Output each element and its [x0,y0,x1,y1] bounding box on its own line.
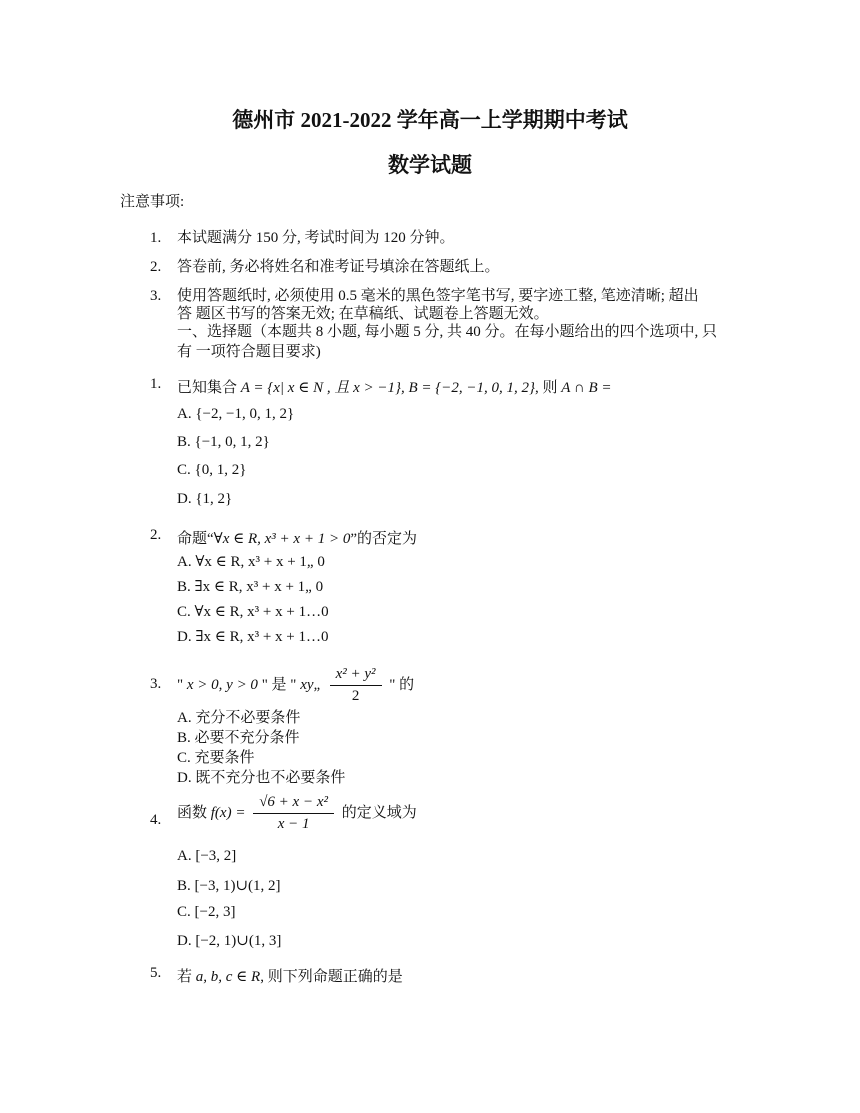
stem-suffix: ”的否定为 [350,531,417,547]
stem-suffix: 的定义域为 [341,804,417,821]
option-a: A. 充分不必要条件 [177,710,301,726]
question-number: 1. [150,376,162,392]
option-c: C. ∀x ∈ R, x³ + x + 1…0 [177,604,329,620]
stem-math: ∀x ∈ R, x³ + x + 1 > 0 [213,531,351,547]
stem-prefix: " [177,676,184,693]
question-stem [177,965,403,986]
stem-suffix: , 则下列命题正确的是 [260,969,403,985]
fraction [253,794,334,833]
option-d: D. ∃x ∈ R, x³ + x + 1…0 [177,629,329,645]
stem-prefix: 命题“ [177,531,214,547]
page-subtitle: 数学试题 [388,153,472,177]
option-a: A. {−2, −1, 0, 1, 2} [177,406,295,422]
fraction-denominator: x − 1 [277,816,310,832]
fraction-numerator: √6 + x − x² [253,794,334,814]
option-d: D. 既不充分也不必要条件 [177,770,346,786]
question-stem [177,666,414,705]
stem-math: a, b, c ∈ R [195,969,261,985]
page-title: 德州市 2021-2022 学年高一上学期期中考试 [232,108,628,132]
option-b: B. 必要不充分条件 [177,730,300,746]
stem-end: A ∩ B = [561,380,612,396]
option-b: B. {−1, 0, 1, 2} [177,434,270,450]
notice-item-text: 本试题满分 150 分, 考试时间为 120 分钟。 [177,230,455,246]
fraction [330,666,382,705]
option-d: D. [−2, 1)∪(1, 3] [177,933,282,949]
notice-item-text-line1: 使用答题纸时, 必须使用 0.5 毫米的黑色签字笔书写, 要字迹工整, 笔迹清晰; 超出 [177,288,699,304]
question-stem [177,794,417,833]
question-number: 3. [150,676,162,692]
option-b: B. [−3, 1)∪(1, 2] [177,878,281,894]
question-number: 4. [150,812,162,828]
notice-heading: 注意事项: [120,194,185,210]
option-b: B. ∃x ∈ R, x³ + x + 1„ 0 [177,579,324,595]
stem-math: A = {x| x ∈ N , 且 x > −1}, B = {−2, −1, 0, 1, 2} [240,380,536,396]
question-number: 2. [150,527,162,543]
question-number: 5. [150,965,162,981]
fraction-numerator: x² + y² [330,666,382,686]
notice-item-text-line2: 答 题区书写的答案无效; 在草稿纸、试题卷上答题无效。 [177,306,549,322]
notice-item-number: 1. [150,230,162,246]
stem-prefix: 若 [177,969,193,985]
option-d: D. {1, 2} [177,491,233,507]
fraction-denominator: 2 [351,688,360,704]
stem-mid: " 是 " [261,676,297,693]
stem-suffix: , 则 [535,380,558,396]
option-c: C. [−2, 3] [177,904,236,920]
notice-item-number: 2. [150,259,162,275]
stem-suffix: " 的 [389,676,415,693]
question-stem [177,376,612,397]
stem-math: f(x) = [210,804,246,821]
section-heading-line1: 一、选择题（本题共 8 小题, 每小题 5 分, 共 40 分。在每小题给出的四个选项中, 只 [177,324,718,340]
notice-item-number: 3. [150,288,162,304]
notice-item-text: 答卷前, 务必将姓名和准考证号填涂在答题纸上。 [177,259,500,275]
question-stem [177,527,417,548]
section-heading-line2: 有 一项符合题目要求) [177,344,321,360]
stem-math-2: xy„ [300,676,322,693]
stem-math: x > 0, y > 0 [186,676,258,693]
option-c: C. {0, 1, 2} [177,462,247,478]
option-a: A. [−3, 2] [177,848,237,864]
option-a: A. ∀x ∈ R, x³ + x + 1„ 0 [177,554,325,570]
stem-prefix: 已知集合 [177,380,238,396]
stem-prefix: 函数 [177,804,208,821]
option-c: C. 充要条件 [177,750,255,766]
